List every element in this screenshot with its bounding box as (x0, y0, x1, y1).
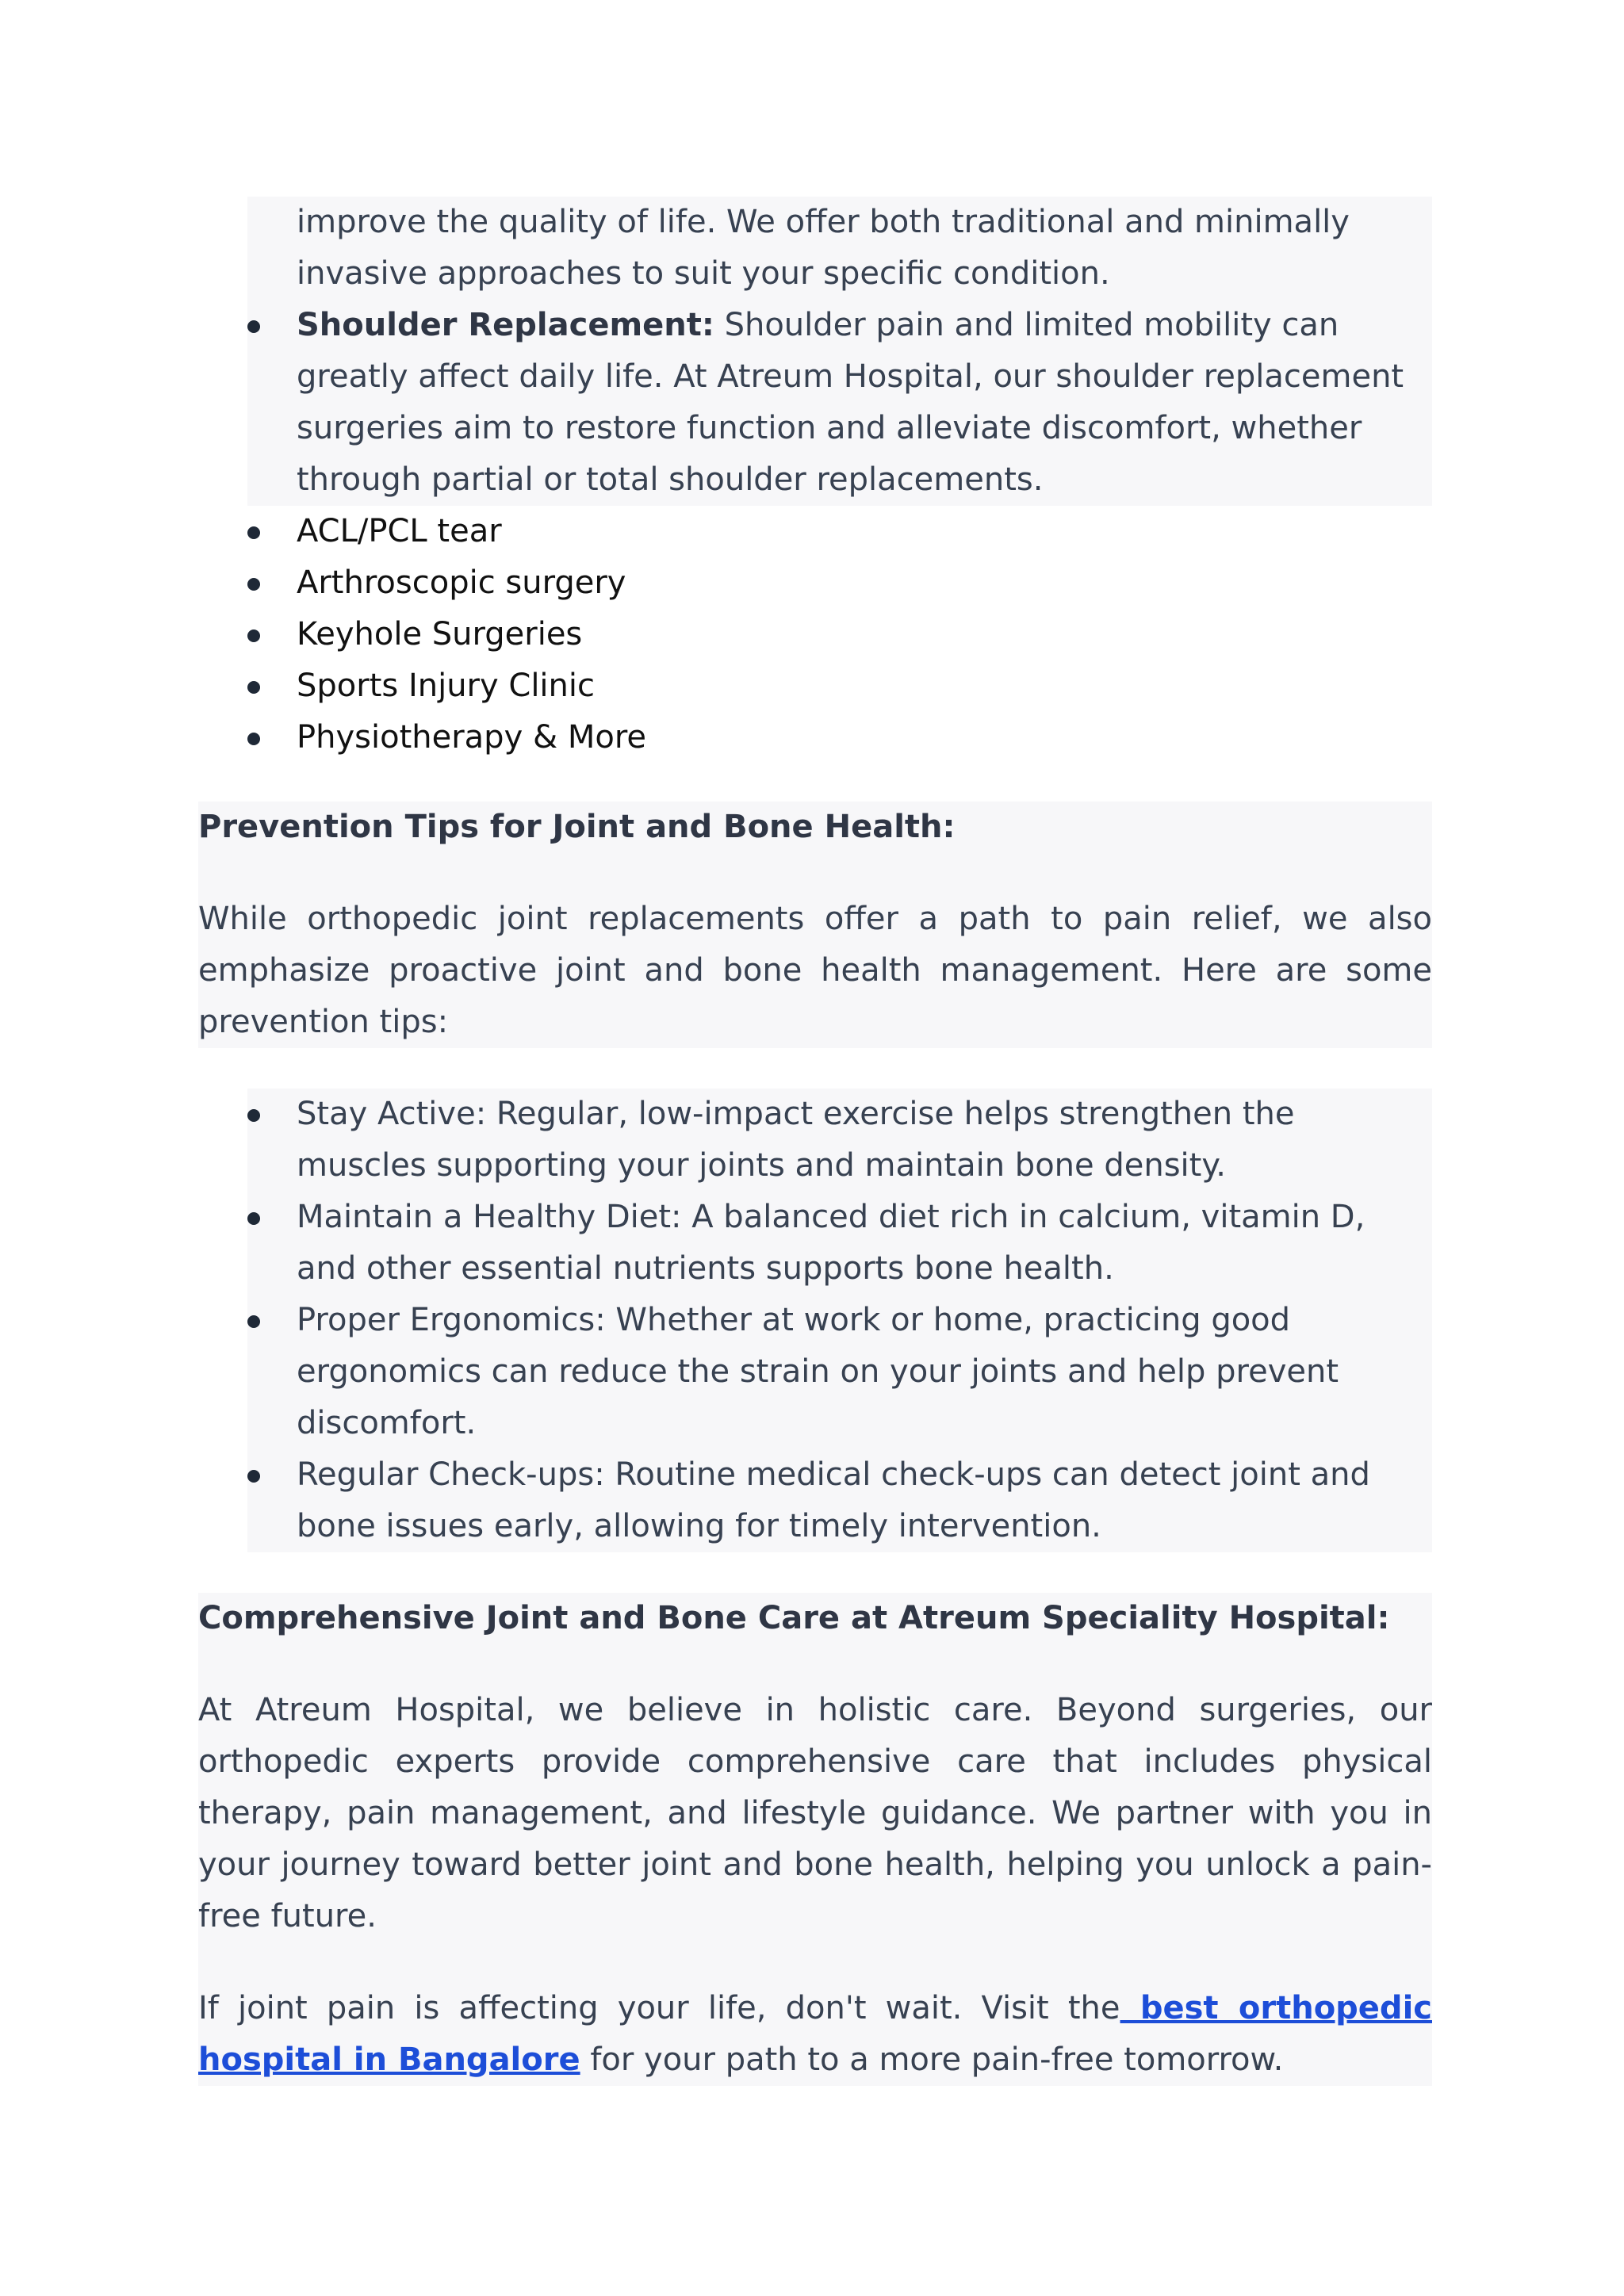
bullet-icon (247, 629, 260, 642)
document-page (198, 197, 1432, 2086)
list-item (198, 712, 1432, 763)
bullet-icon (247, 1109, 260, 1122)
prevention-intro: While orthopedic joint replacements offer a path to pain relief, we also emphasize proactive joint and bone health management. Here are some prevention tips: (198, 901, 1432, 1040)
list-item (198, 557, 1432, 609)
shoulder-replacement-label: Shoulder Replacement: (297, 307, 714, 343)
prevention-section (198, 802, 1432, 1048)
list-item-tip (297, 1192, 1432, 1295)
list-item-tip (297, 1295, 1432, 1449)
list-item (198, 609, 1432, 660)
prevention-tips-list (247, 1089, 1432, 1552)
list-item-text: Arthroscopic surgery (297, 564, 626, 601)
list-item-tip (297, 1449, 1432, 1552)
prevention-heading: Prevention Tips for Joint and Bone Health: (198, 809, 956, 845)
list-item-text: improve the quality of life. We offer both traditional and minimally invasive approaches to suit your specific condition. (297, 204, 1350, 292)
list-item-text: ACL/PCL tear (297, 513, 502, 549)
cta-text-end: for your path to a more pain-free tomorrow. (580, 2042, 1284, 2078)
list-item-text: Keyhole Surgeries (297, 616, 583, 652)
list-item-text: Physiotherapy & More (297, 719, 647, 756)
list-item-text: Sports Injury Clinic (297, 668, 595, 704)
joint-replacement-list (247, 197, 1432, 506)
services-list (198, 506, 1432, 763)
care-body: At Atreum Hospital, we believe in holistic care. Beyond surgeries, our orthopedic experts provide comprehensive care that includes physical therapy, pain management, and lifestyle guidance. We partner with you in your journey toward better joint and bone health, helping you unlock a pain-free future. (198, 1692, 1432, 1934)
bullet-icon (247, 1470, 260, 1483)
bullet-icon (247, 526, 260, 539)
list-item-tip (297, 1089, 1432, 1192)
bullet-icon (247, 733, 260, 745)
bullet-icon (247, 320, 260, 333)
bullet-icon (247, 681, 260, 694)
list-item-text: Stay Active: Regular, low-impact exercise helps strengthen the muscles supporting your joints and maintain bone density. (297, 1096, 1295, 1184)
list-item (198, 506, 1432, 557)
best-orthopedic-hospital-link[interactable]: best orthopedic hospital in Bangalore (198, 1990, 1432, 2078)
care-section (198, 1593, 1432, 2086)
list-item-shoulder-replacement (297, 300, 1432, 506)
bullet-icon (247, 1212, 260, 1225)
bullet-icon (247, 1315, 260, 1328)
list-item-text: Regular Check-ups: Routine medical check-ups can detect joint and bone issues early, allowing for timely intervention. (297, 1456, 1370, 1544)
bullet-icon (247, 578, 260, 591)
list-item-continuation (297, 197, 1432, 300)
list-item-text: Proper Ergonomics: Whether at work or home, practicing good ergonomics can reduce the strain on your joints and help prevent discomfort. (297, 1302, 1339, 1441)
care-heading: Comprehensive Joint and Bone Care at Atreum Speciality Hospital: (198, 1600, 1390, 1636)
care-cta (198, 1983, 1432, 2086)
list-item (198, 660, 1432, 712)
cta-text: If joint pain is affecting your life, don't wait. Visit the (198, 1990, 1120, 2026)
shoulder-replacement-text: Shoulder pain and limited mobility can greatly affect daily life. At Atreum Hospital, our shoulder replacement surgeries aim to restore function and alleviate discomfort, whether through partial or total shoulder replacements. (297, 307, 1404, 498)
list-item-text: Maintain a Healthy Diet: A balanced diet rich in calcium, vitamin D, and other essential nutrients supports bone health. (297, 1199, 1365, 1287)
